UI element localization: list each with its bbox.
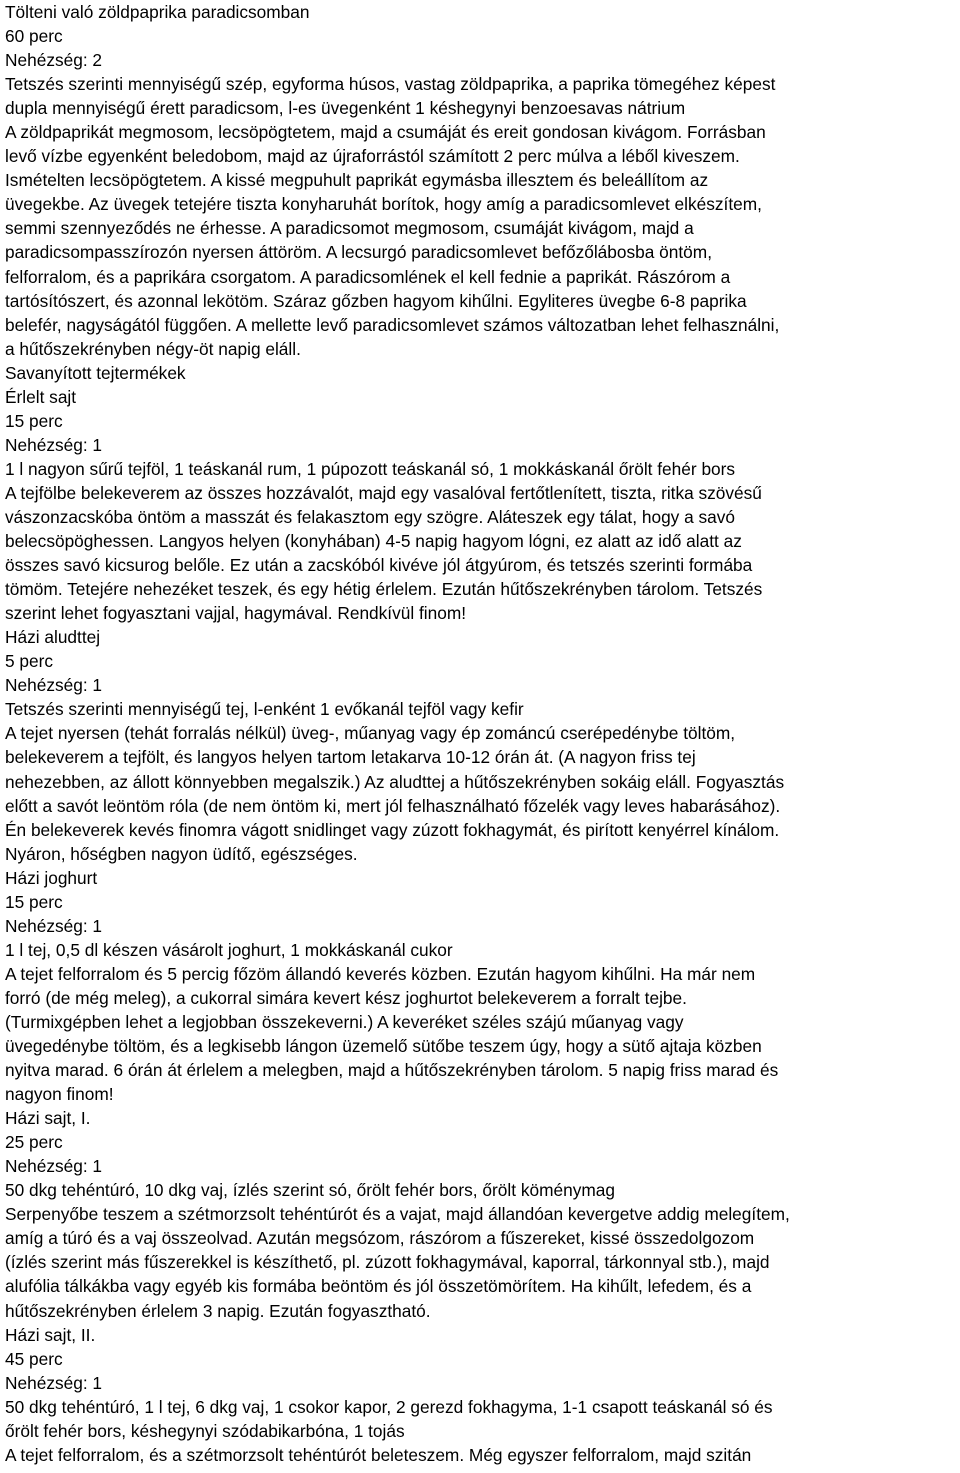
recipe-instructions-line: felforralom, és a paprikára csorgatom. A paradicsomlének el kell fednie a paprikát. Rászórom a xyxy=(5,266,731,287)
document-page xyxy=(5,0,957,1467)
recipe-instructions-line: belefér, nagyságától függően. A mellette levő paradicsomlevet számos változatban lehet felhasználni, xyxy=(5,314,780,335)
recipe-instructions-line: nyitva marad. 6 órán át érlelem a melegben, majd a hűtőszekrényben tárolom. 5 napig friss marad és xyxy=(5,1060,779,1081)
recipe-instructions-line: Én belekeverek kevés finomra vágott snidlinget vagy zúzott fokhagymát, és pirított kenyérrel kínálom. xyxy=(5,819,780,840)
recipe-instructions-line: belekeverem a tejfölt, és langyos helyen tartom letakarva 10-12 órán át. (A nagyon friss tej xyxy=(5,747,696,768)
recipe-instructions-line: levő vízbe egyenként beledobom, majd az újraforrástól számított 2 perc múlva a léből kiveszem. xyxy=(5,146,740,167)
recipe-instructions-line: amíg a túró és a vaj összeolvad. Azután megsózom, rászórom a fűszereket, kissé összedolgozom xyxy=(5,1228,755,1249)
recipe-ingredients-line: 1 l tej, 0,5 dl készen vásárolt joghurt, 1 mokkáskanál cukor xyxy=(5,939,453,960)
recipe-instructions-line: forró (de még meleg), a cukorral simára kevert kész joghurtot belekeverem a forralt tejbe. xyxy=(5,987,687,1008)
recipe-time: 15 perc xyxy=(5,891,63,912)
recipe-instructions-line: A tejet felforralom és 5 percig főzöm állandó keverés közben. Ezután hagyom kihűlni. Ha már nem xyxy=(5,963,756,984)
recipe-instructions-line: A tejet felforralom, és a szétmorzsolt tehéntúrót beleteszem. Még egyszer felforralom, majd szitán xyxy=(5,1444,752,1465)
recipe-instructions-line: összes savó kicsurog belőle. Ez után a zacskóból kivéve jól átgyúrom, és tetszés szerinti formába xyxy=(5,555,753,576)
recipe-ingredients-line: 50 dkg tehéntúró, 1 l tej, 6 dkg vaj, 1 csokor kapor, 2 gerezd fokhagyma, 1-1 csapott teáskanál só és xyxy=(5,1396,773,1417)
recipe-title: Érlelt sajt xyxy=(5,386,77,407)
recipe-instructions-line: tartósítószert, és azonnal lekötöm. Száraz gőzben hagyom kihűlni. Egyliteres üvegbe 6-8 paprika xyxy=(5,290,747,311)
recipe-instructions-line: alufólia tálkákba vagy egyéb kis formába beöntöm és jól összetömörítem. Ha kihűlt, lefedem, és a xyxy=(5,1276,752,1297)
recipe-instructions-line: előtt a savót leöntöm róla (de nem öntöm ki, mert jól felhasználható főzelék vagy leves habarásához). xyxy=(5,795,781,816)
recipe-difficulty: Nehézség: 1 xyxy=(5,434,103,455)
recipe-title: Házi sajt, II. xyxy=(5,1324,96,1345)
recipe-instructions-line: A zöldpaprikát megmosom, lecsöpögtetem, majd a csumáját és ereit gondosan kivágom. Forrásban xyxy=(5,122,766,143)
recipe-instructions-line: nagyon finom! xyxy=(5,1084,114,1105)
recipe-title: Házi joghurt xyxy=(5,867,98,888)
recipe-instructions-line: a hűtőszekrényben négy-öt napig eláll. xyxy=(5,338,301,359)
recipe-difficulty: Nehézség: 1 xyxy=(5,1372,103,1393)
recipe-title: Tölteni való zöldpaprika paradicsomban xyxy=(5,2,310,22)
recipe-instructions-line: tömöm. Tetejére nehezéket teszek, és egy hétig érlelem. Ezután hűtőszekrényben tárolom. Tetszés xyxy=(5,579,763,600)
recipe-ingredients-line: 50 dkg tehéntúró, 10 dkg vaj, ízlés szerint só, őrölt fehér bors, őrölt köménymag xyxy=(5,1180,615,1201)
recipe-difficulty: Nehézség: 1 xyxy=(5,915,103,936)
recipe-instructions-line: üvegekbe. Az üvegek tetejére tiszta konyharuhát borítok, hogy amíg a paradicsomlevet elkészítem, xyxy=(5,194,762,215)
recipe-ingredients-line: őrölt fehér bors, késhegynyi szódabikarbóna, 1 tojás xyxy=(5,1420,405,1441)
recipe-instructions-line: vászonzacskóba öntöm a masszát és felakasztom egy szögre. Aláteszek egy tálat, hogy a savó xyxy=(5,506,736,527)
recipe-instructions-line: hűtőszekrényben érlelem 3 napig. Ezután fogyasztható. xyxy=(5,1300,431,1321)
recipe-difficulty: Nehézség: 2 xyxy=(5,50,103,71)
recipe-ingredients-line: Tetszés szerinti mennyiségű tej, l-enként 1 evőkanál tejföl vagy kefir xyxy=(5,699,524,720)
recipe-instructions-line: A tejet nyersen (tehát forralás nélkül) üveg-, műanyag vagy ép zománcú cserépedénybe töltöm, xyxy=(5,723,736,744)
recipe-time: 60 perc xyxy=(5,26,63,47)
recipe-title: Házi aludttej xyxy=(5,627,101,648)
recipe-instructions-line: (Turmixgépben lehet a legjobban összekeverni.) A keveréket széles szájú műanyag vagy xyxy=(5,1011,684,1032)
recipe-instructions-line: Nyáron, hőségben nagyon üdítő, egészséges. xyxy=(5,843,358,864)
recipe-instructions-line: paradicsompasszírozón nyersen áttöröm. A lecsurgó paradicsomlevet befőzőlábosba öntöm, xyxy=(5,242,712,263)
section-heading: Savanyított tejtermékek xyxy=(5,362,186,383)
recipe-instructions-line: Ismételten lecsöpögtetem. A kissé megpuhult paprikát egymásba illesztem és beleállítom az xyxy=(5,170,709,191)
recipe-time: 15 perc xyxy=(5,410,63,431)
recipe-ingredients-line: Tetszés szerinti mennyiségű szép, egyforma húsos, vastag zöldpaprika, a paprika tömegéhez képest xyxy=(5,74,776,95)
recipe-time: 5 perc xyxy=(5,651,54,672)
recipe-ingredients-line: 1 l nagyon sűrű tejföl, 1 teáskanál rum, 1 púpozott teáskanál só, 1 mokkáskanál őrölt fehér bors xyxy=(5,458,736,479)
recipe-instructions-line: üvegedénybe töltöm, és a legkisebb lángon üzemelő sütőbe teszem úgy, hogy a sütő ajtaja közben xyxy=(5,1036,762,1057)
recipe-title: Házi sajt, I. xyxy=(5,1108,91,1129)
recipe-time: 25 perc xyxy=(5,1132,63,1153)
recipe-instructions-line: szerint lehet fogyasztani vajjal, hagymával. Rendkívül finom! xyxy=(5,603,467,624)
recipe-instructions-line: nehezebben, az állott könnyebben megalszik.) Az aludttej a hűtőszekrényben sokáig eláll. Fogyasztás xyxy=(5,771,785,792)
recipe-instructions-line: belecsöpöghessen. Langyos helyen (konyhában) 4-5 napig hagyom lógni, ez alatt az idő alatt az xyxy=(5,531,742,552)
recipe-time: 45 perc xyxy=(5,1348,63,1369)
recipe-difficulty: Nehézség: 1 xyxy=(5,1156,103,1177)
recipe-instructions-line: (ízlés szerint más fűszerekkel is készíthető, pl. zúzott fokhagymával, kaporral, tárkonnyal stb.), majd xyxy=(5,1252,770,1273)
recipe-instructions-line: Serpenyőbe teszem a szétmorzsolt tehéntúrót és a vajat, majd állandóan kevergetve addig melegítem, xyxy=(5,1204,790,1225)
recipe-difficulty: Nehézség: 1 xyxy=(5,675,103,696)
recipe-instructions-line: A tejfölbe belekeverem az összes hozzávalót, majd egy vasalóval fertőtlenített, tiszta, ritka szövésű xyxy=(5,482,762,503)
recipe-ingredients-line: dupla mennyiségű érett paradicsom, l-es üvegenként 1 késhegynyi benzoesavas nátrium xyxy=(5,98,686,119)
recipe-instructions-line: semmi szennyeződés ne érhesse. A paradicsomot megmosom, csumáját kivágom, majd a xyxy=(5,218,694,239)
